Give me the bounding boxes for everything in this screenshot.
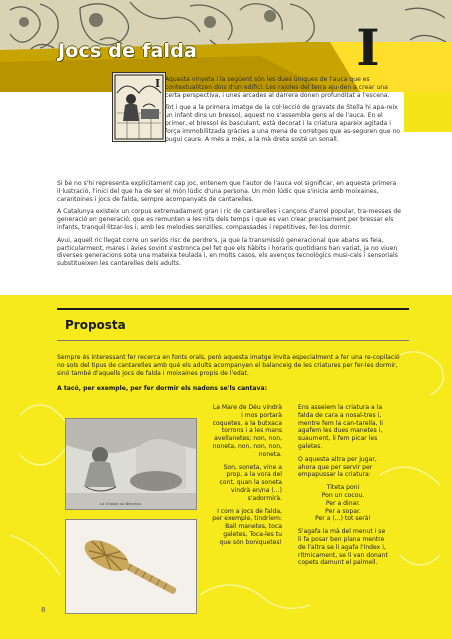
song-column-left xyxy=(210,404,282,552)
song-verse: Son, soneta, vine a prop, a la vora del cont, quan la soneta vindrà en/na (...) s'adormirà. xyxy=(219,463,282,502)
song-verse: Titeta poni Pon un cocou. Per a dinar. Per a sopar. Per a (...) tot serà! xyxy=(315,484,371,523)
body-paragraph: A Catalunya existeix un corpus extremadament gran i ric de cantarelles i cançons d'arrel popular, tra-messes de generació en generació, que es remunten a les nits dels temps i que es van crear precisament per bressar els infants, tranquil·litzar-los i, amb les melodies senzilles, compassades i repetitives, fer-los dormir. xyxy=(57,208,401,231)
woodcut-vignette xyxy=(112,72,166,142)
intro-text xyxy=(165,76,405,148)
body-paragraph: Avui, aquell ric llegat corre un seriós risc de perdre's, ja que la transmissió generacional que abans es feia, particularment, mares i àvies sovint s'estronca pel fet que els hàbits i horaris quotidians han variat, ja no viuen diverses generacions sota una mateixa teulada i, en molts casos, els avenços tecnològics musi-cals i sensorials substitueixen les cantarelles dels adults. xyxy=(57,236,398,268)
rattle-photo xyxy=(65,519,197,614)
song-verse: I com a jocs de falda, per exemple, tindríem: Ball manetes, toca galetes, Toca-les tu que són boniquetes! xyxy=(212,507,282,546)
section-letter: I xyxy=(356,18,380,77)
proposal-intro: Sempre és interessant fer recerca en fonts orals, però aquesta imatge invita especialment a fer una re-copilació no sols del tipus de cantarelles amb què els adults acompanyen el balanceig de les criatures per fer-les dormir, sinó també d'aquells jocs de falda i moixaines propis de l'edat. xyxy=(57,354,400,377)
intro-paragraph: Tot i que a la primera imatge de la col·lecció de gravats de Stella hi apa-reix un infant dins un bressol, aquest no s'assembla gens al de l'auca. En el primer, el bressol és basculant, està decorat i la criatura apareix agitada i força immobilitzada gràcies a una mena de corretges que as-seguren que no pugui caure. A més a més, a la mà dreta sosté un sonall. xyxy=(165,104,401,143)
image-caption: La Chaise ou Berceau xyxy=(100,501,142,506)
proposal-heading: Proposta xyxy=(65,318,126,332)
section-divider xyxy=(57,340,409,341)
intro-paragraph: Aquesta vinyeta i la següent són les dues úniques de l'auca que es contextualitzen dins d'un edifici. Les rajoles del terra aju-den a crear una certa perspectiva, i unes arcades al darrera donen profunditat a l'escena. xyxy=(165,76,390,99)
song-verse: O aquesta altra per jugar, ahora que per servir per empapussar la criatura: xyxy=(298,455,377,479)
example-intro: A tacó, per exemple, per fer dormir els nadons se'ls cantava: xyxy=(57,385,268,392)
body-paragraph: Si bé no s'hi representa explícitament cap joc, entenem que l'autor de l'auca vol significar, en aquesta primera il·lustració, l'inici del que ha de ser el món lúdic d'una persona. Un món lúdic que s'inicia amb moixaines, carantoines i jocs de falda, sempre acompanyats de cantarelles. xyxy=(57,180,397,203)
page-title: Jocs de falda xyxy=(58,40,198,62)
cradle-engraving-image xyxy=(65,418,197,510)
corner-accent xyxy=(404,92,452,132)
svg-text:I: I xyxy=(155,77,161,90)
page-number: 8 xyxy=(41,606,46,614)
song-column-right xyxy=(298,404,388,572)
body-text xyxy=(57,180,407,273)
song-verse: Ens asseiem la criatura a la falda de cara a nosal-tres i, mentre fem la can-tarella, li agafem les dues manetes i, suaument, li fem picar les galetes. xyxy=(298,404,383,450)
song-verse: La Mare de Déu vindrà i mos portarà coquetes, a la butxaca torrons i a les mans avellanetes; non, non, noneta, non, non, non, noneta. xyxy=(212,404,282,458)
section-divider xyxy=(57,308,409,310)
song-verse: S'agafa la mà del menut i se li fa posar ben plana mentre de l'altra se li agafa l'índex i, rítmicament, se li van donant copets damunt el palmell. xyxy=(298,528,388,567)
